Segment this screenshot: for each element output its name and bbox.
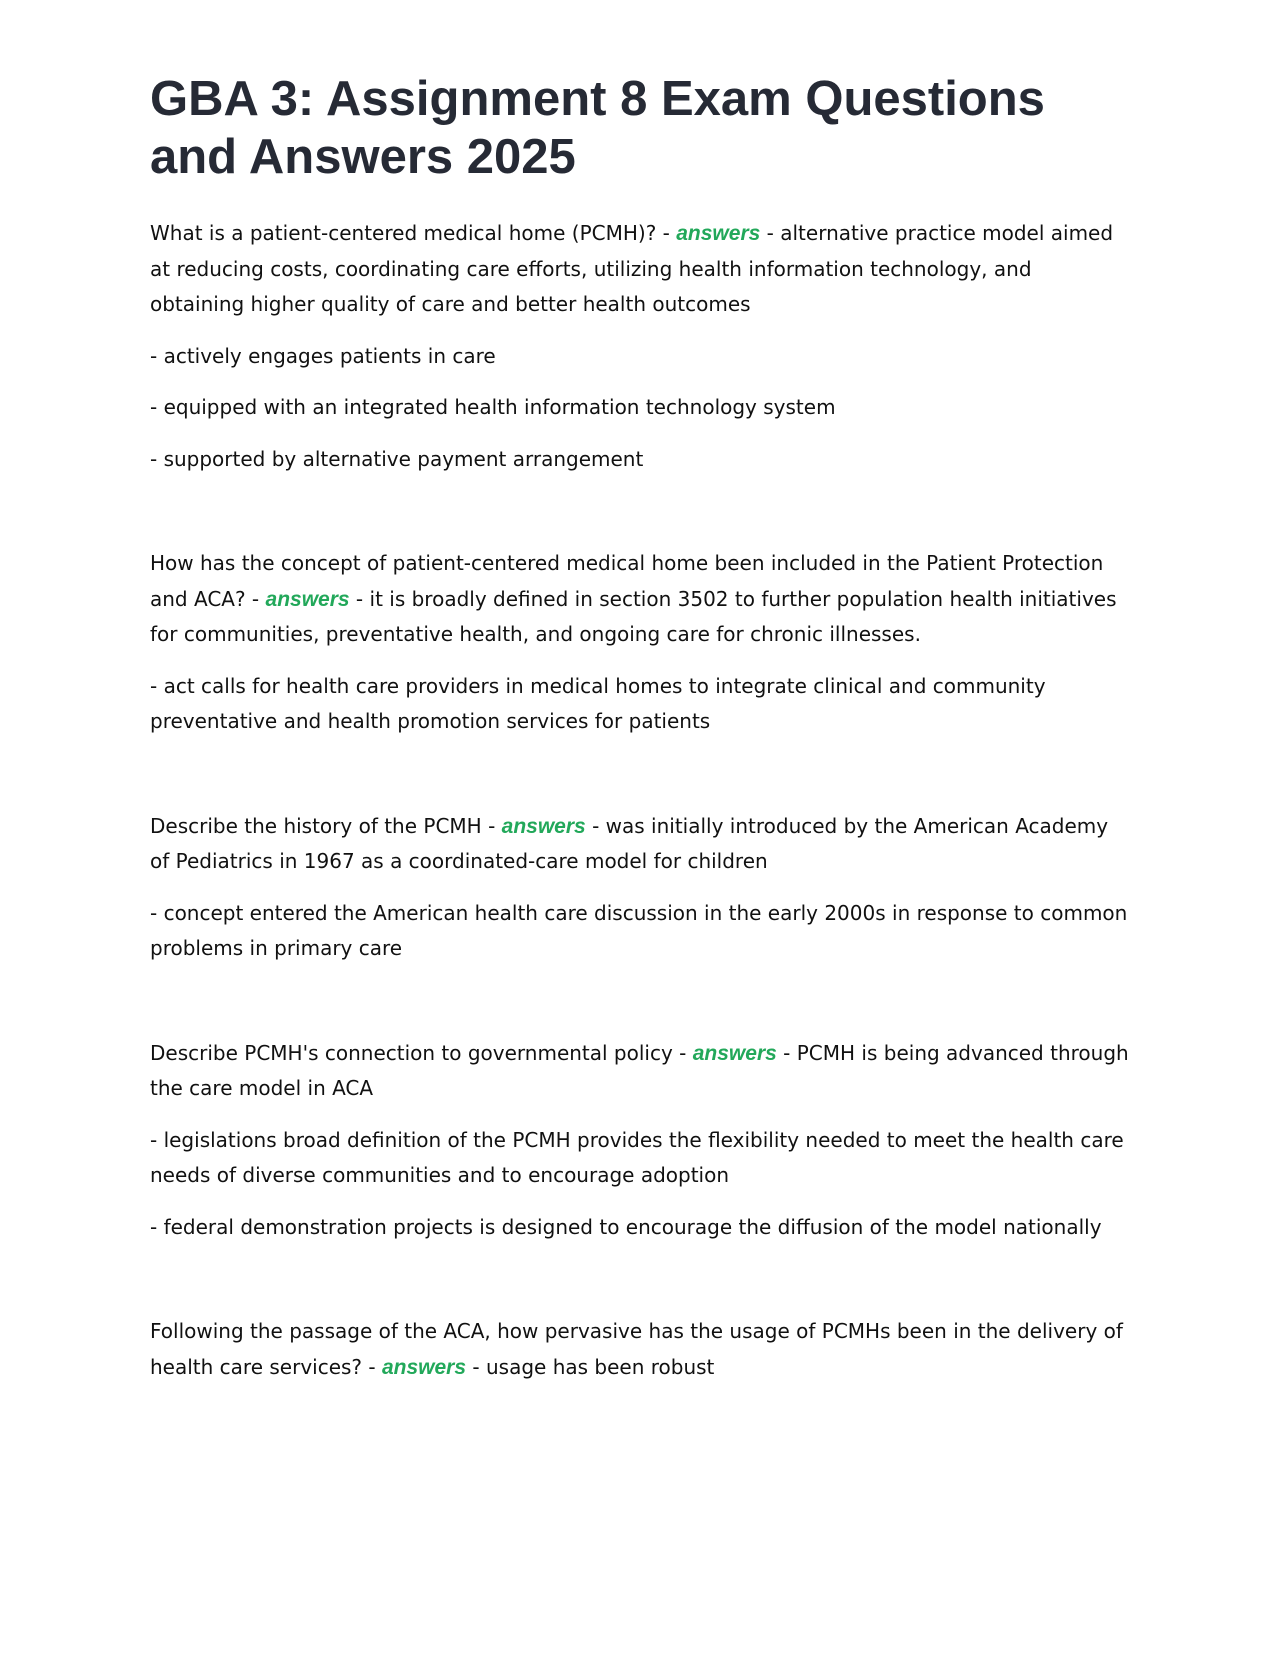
document-title: GBA 3: Assignment 8 Exam Questions and Answers 2025	[150, 72, 1045, 184]
question-paragraph	[150, 1036, 1130, 1107]
answer-point: - supported by alternative payment arrangement	[150, 446, 644, 471]
question-text: Describe PCMH's connection to governmental policy -	[150, 1040, 693, 1065]
answer-point: - actively engages patients in care	[150, 343, 496, 368]
question-text: How has the concept of patient-centered medical home been included in the Patient Protection and ACA? -	[150, 551, 1104, 611]
answer-text: - usage has been robust	[466, 1354, 715, 1379]
answer-text: - was initially introduced by the American Academy of Pediatrics in 1967 as a coordinated-care model for children	[150, 813, 1109, 873]
answer-tag: answers	[501, 814, 586, 838]
answer-text: - PCMH is being advanced through the care model in ACA	[150, 1040, 1129, 1100]
answer-tag: answers	[265, 587, 350, 611]
answer-tag: answers	[676, 222, 761, 245]
question-text: What is a patient-centered medical home (PCMH)? -	[150, 221, 677, 245]
question-text: Following the passage of the ACA, how pervasive has the usage of PCMHs been in the delivery of health care services? -	[150, 1319, 1123, 1379]
qa-item-4	[150, 1036, 1130, 1246]
answer-text: - alternative practice model aimed at reducing costs, coordinating care efforts, utilizing health information technology, and obtaining higher quality of care and better health outcomes	[150, 221, 1114, 316]
answer-text: - it is broadly defined in section 3502 to further population health initiatives for communities, preventative health, and ongoing care for chronic illnesses.	[150, 586, 1117, 646]
question-paragraph	[150, 809, 1130, 880]
document-page	[150, 70, 1130, 1385]
answer-tag: answers	[692, 1041, 777, 1065]
qa-item-1	[150, 216, 1130, 477]
answer-point: - equipped with an integrated health information technology system	[150, 395, 836, 419]
answer-point: - legislations broad definition of the PCMH provides the flexibility needed to meet the health care needs of diverse communities and to encourage adoption	[150, 1127, 1124, 1187]
question-paragraph	[150, 216, 1130, 323]
qa-item-5	[150, 1314, 1130, 1385]
answer-point: - act calls for health care providers in medical homes to integrate clinical and community preventative and health promotion services for patients	[150, 673, 1046, 733]
question-paragraph	[150, 1314, 1130, 1385]
answer-point: - concept entered the American health care discussion in the early 2000s in response to common problems in primary care	[150, 900, 1128, 960]
qa-item-2	[150, 546, 1130, 740]
answer-point: - federal demonstration projects is designed to encourage the diffusion of the model nationally	[150, 1214, 1102, 1239]
answer-tag: answers	[381, 1355, 467, 1379]
question-paragraph	[150, 546, 1130, 653]
question-text: Describe the history of the PCMH -	[150, 813, 502, 838]
qa-item-3	[150, 809, 1130, 967]
